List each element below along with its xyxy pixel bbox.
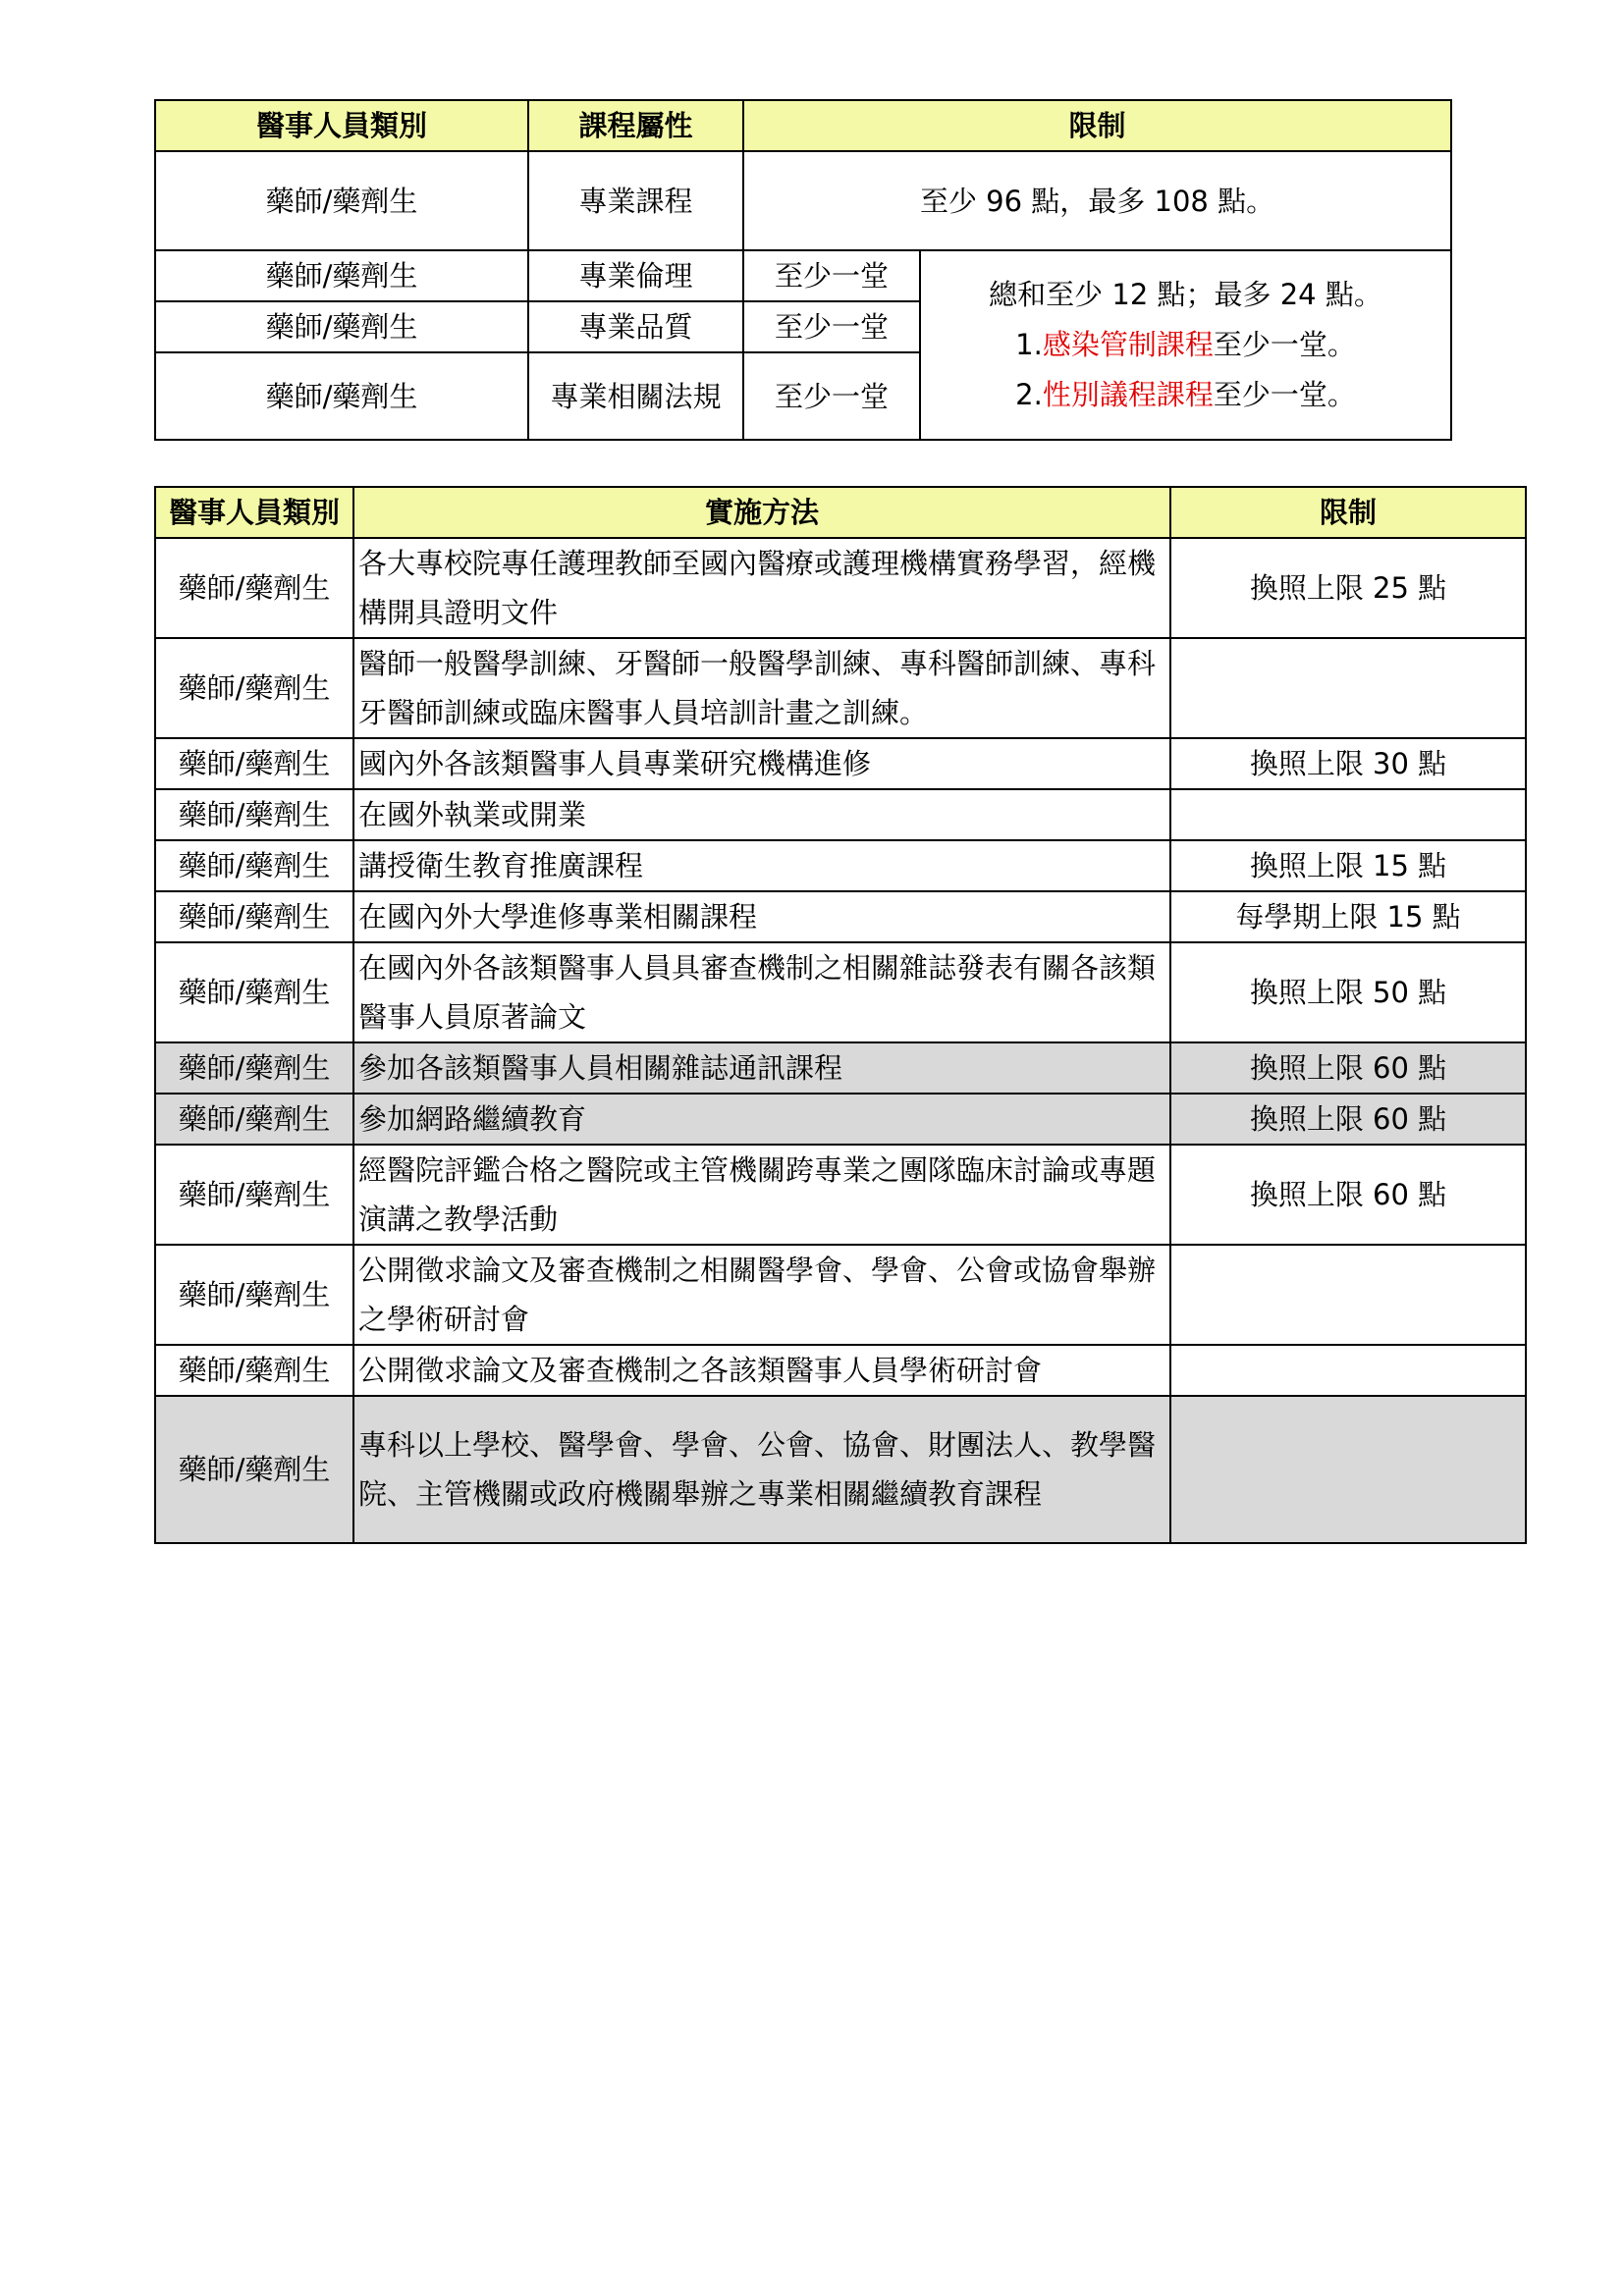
header-limit: 限制 (1170, 487, 1526, 538)
cell-method: 公開徵求論文及審查機制之各該類醫事人員學術研討會 (353, 1345, 1170, 1396)
cell-category: 藥師/藥劑生 (155, 1145, 353, 1245)
header-category: 醫事人員類別 (155, 487, 353, 538)
cell-category: 藥師/藥劑生 (155, 1042, 353, 1094)
table-row (155, 250, 1451, 301)
cell-method: 專科以上學校、醫學會、學會、公會、協會、財團法人、教學醫院、主管機關或政府機關舉辦之專業相關繼續教育課程 (353, 1396, 1170, 1543)
table-row (155, 1145, 1526, 1245)
cell-category: 藥師/藥劑生 (155, 942, 353, 1042)
table-row (155, 891, 1526, 942)
cell-method: 公開徵求論文及審查機制之相關醫學會、學會、公會或協會舉辦之學術研討會 (353, 1245, 1170, 1345)
cell-limit: 換照上限 25 點 (1170, 538, 1526, 638)
cell-limit: 換照上限 60 點 (1170, 1042, 1526, 1094)
cell-method: 在國內外大學進修專業相關課程 (353, 891, 1170, 942)
cell-limit: 每學期上限 15 點 (1170, 891, 1526, 942)
table-row (155, 638, 1526, 738)
table-row (155, 151, 1451, 250)
combined-limit-line3: 2.性別議程課程至少一堂。 (1015, 378, 1356, 411)
cell-method: 國內外各該類醫事人員專業研究機構進修 (353, 738, 1170, 789)
cell-limit: 換照上限 60 點 (1170, 1094, 1526, 1145)
cell-category: 藥師/藥劑生 (155, 1396, 353, 1543)
cell-limit (1170, 638, 1526, 738)
cell-attribute: 專業品質 (528, 301, 743, 352)
cell-category: 藥師/藥劑生 (155, 538, 353, 638)
cell-attribute: 專業相關法規 (528, 352, 743, 440)
cell-method: 參加網路繼續教育 (353, 1094, 1170, 1145)
cell-method: 經醫院評鑑合格之醫院或主管機關跨專業之團隊臨床討論或專題演講之教學活動 (353, 1145, 1170, 1245)
cell-min: 至少一堂 (743, 301, 920, 352)
cell-attribute: 專業倫理 (528, 250, 743, 301)
cell-limit: 至少 96 點，最多 108 點。 (743, 151, 1451, 250)
table-row (155, 1396, 1526, 1543)
cell-category: 藥師/藥劑生 (155, 1094, 353, 1145)
cell-limit (1170, 1245, 1526, 1345)
cell-limit: 換照上限 60 點 (1170, 1145, 1526, 1245)
cell-attribute: 專業課程 (528, 151, 743, 250)
cell-category: 藥師/藥劑生 (155, 789, 353, 840)
cell-category: 藥師/藥劑生 (155, 1245, 353, 1345)
table-header-row (155, 100, 1451, 151)
cell-method: 各大專校院專任護理教師至國內醫療或護理機構實務學習，經機構開具證明文件 (353, 538, 1170, 638)
table-row (155, 538, 1526, 638)
cell-category: 藥師/藥劑生 (155, 151, 528, 250)
cell-limit (1170, 1396, 1526, 1543)
cell-category: 藥師/藥劑生 (155, 1345, 353, 1396)
table-row (155, 840, 1526, 891)
table-row (155, 1245, 1526, 1345)
cell-category: 藥師/藥劑生 (155, 738, 353, 789)
table-row (155, 738, 1526, 789)
table-row (155, 942, 1526, 1042)
cell-method: 參加各該類醫事人員相關雜誌通訊課程 (353, 1042, 1170, 1094)
cell-category: 藥師/藥劑生 (155, 891, 353, 942)
combined-limit-line1: 總和至少 12 點；最多 24 點。 (989, 278, 1382, 311)
cell-limit: 換照上限 15 點 (1170, 840, 1526, 891)
cell-min: 至少一堂 (743, 250, 920, 301)
header-attribute: 課程屬性 (528, 100, 743, 151)
header-method: 實施方法 (353, 487, 1170, 538)
table-row (155, 789, 1526, 840)
cell-method: 在國內外各該類醫事人員具審查機制之相關雜誌發表有關各該類醫事人員原著論文 (353, 942, 1170, 1042)
cell-limit (1170, 789, 1526, 840)
infection-control-label: 感染管制課程 (1042, 328, 1214, 361)
cell-limit (1170, 1345, 1526, 1396)
cell-limit: 換照上限 50 點 (1170, 942, 1526, 1042)
cell-category: 藥師/藥劑生 (155, 840, 353, 891)
course-requirements-table (154, 99, 1452, 441)
cell-method: 醫師一般醫學訓練、牙醫師一般醫學訓練、專科醫師訓練、專科牙醫師訓練或臨床醫事人員培訓計畫之訓練。 (353, 638, 1170, 738)
cell-category: 藥師/藥劑生 (155, 352, 528, 440)
table-row (155, 1345, 1526, 1396)
table-row (155, 1042, 1526, 1094)
cell-category: 藥師/藥劑生 (155, 638, 353, 738)
header-limit: 限制 (743, 100, 1451, 151)
cell-category: 藥師/藥劑生 (155, 301, 528, 352)
combined-limit-cell (920, 250, 1451, 440)
table-row (155, 1094, 1526, 1145)
table-header-row (155, 487, 1526, 538)
gender-issues-label: 性別議程課程 (1042, 378, 1214, 411)
cell-limit: 換照上限 30 點 (1170, 738, 1526, 789)
cell-method: 在國外執業或開業 (353, 789, 1170, 840)
combined-limit-line2: 1.感染管制課程至少一堂。 (1015, 328, 1356, 361)
header-category: 醫事人員類別 (155, 100, 528, 151)
implementation-methods-table (154, 486, 1527, 1544)
cell-min: 至少一堂 (743, 352, 920, 440)
cell-method: 講授衛生教育推廣課程 (353, 840, 1170, 891)
cell-category: 藥師/藥劑生 (155, 250, 528, 301)
